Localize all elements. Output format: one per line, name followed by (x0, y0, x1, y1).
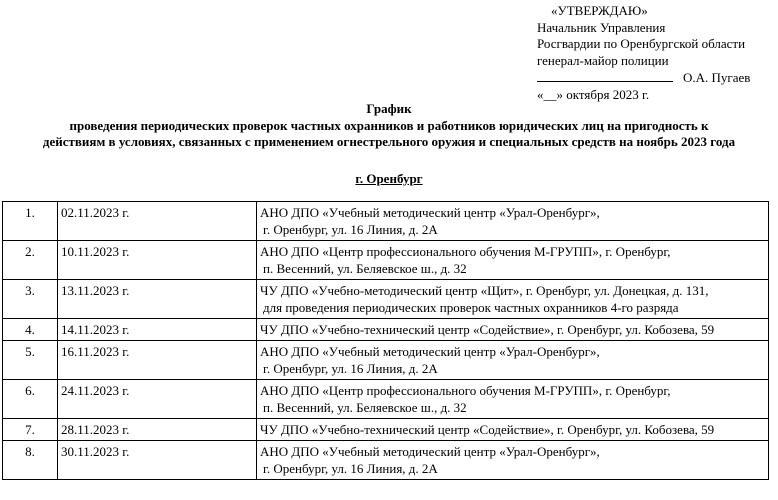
organization-name: ЧУ ДПО «Учебно-технический центр «Содействие», г. Оренбург, ул. Кобозева, 59 (260, 422, 715, 437)
table-row (3, 241, 769, 280)
row-organization (257, 280, 769, 319)
row-number: 7. (3, 419, 58, 441)
row-number: 8. (3, 441, 58, 480)
row-date: 14.11.2023 г. (58, 319, 257, 341)
organization-name: АНО ДПО «Учебный методический центр «Урал-Оренбург», (260, 205, 600, 220)
organization-name: ЧУ ДПО «Учебно-технический центр «Содействие», г. Оренбург, ул. Кобозева, 59 (260, 322, 715, 337)
row-organization (257, 241, 769, 280)
schedule-table (2, 201, 769, 480)
approval-signature-line (537, 69, 750, 87)
approval-signer: О.А. Пугаев (683, 70, 751, 85)
row-organization (257, 380, 769, 419)
row-number: 2. (3, 241, 58, 280)
organization-name: АНО ДПО «Центр профессионального обучения М-ГРУПП», г. Оренбург, (260, 244, 671, 259)
row-date: 02.11.2023 г. (58, 202, 257, 241)
table-row (3, 341, 769, 380)
row-organization (257, 419, 769, 441)
table-row (3, 441, 769, 480)
row-number: 6. (3, 380, 58, 419)
organization-name: АНО ДПО «Учебный методический центр «Урал-Оренбург», (260, 344, 600, 359)
approval-position: Начальник Управления (537, 19, 666, 35)
approval-block (537, 3, 750, 103)
approval-date: «__» октября 2023 г. (537, 86, 650, 102)
signature-blank (537, 69, 673, 82)
organization-address: п. Весенний, ул. Беляевское ш., д. 32 (263, 261, 467, 276)
approval-department: Росгвардии по Оренбургской области (537, 36, 746, 51)
table-row (3, 280, 769, 319)
organization-name: АНО ДПО «Центр профессионального обучения М-ГРУПП», г. Оренбург, (260, 383, 671, 398)
row-organization (257, 319, 769, 341)
row-date: 24.11.2023 г. (58, 380, 257, 419)
table-row (3, 202, 769, 241)
organization-address: п. Весенний, ул. Беляевское ш., д. 32 (263, 400, 467, 415)
approval-rank: генерал-майор полиции (537, 52, 669, 68)
table-row (3, 380, 769, 419)
row-date: 10.11.2023 г. (58, 241, 257, 280)
organization-address: для проведения периодических проверок частных охранников 4-го разряда (263, 300, 679, 315)
row-organization (257, 441, 769, 480)
document-title (0, 101, 778, 151)
row-number: 4. (3, 319, 58, 341)
row-number: 3. (3, 280, 58, 319)
row-date: 16.11.2023 г. (58, 341, 257, 380)
row-date: 13.11.2023 г. (58, 280, 257, 319)
organization-address: г. Оренбург, ул. 16 Линия, д. 2А (263, 361, 438, 376)
approval-heading: «УТВЕРЖДАЮ» (551, 3, 648, 18)
organization-address: г. Оренбург, ул. 16 Линия, д. 2А (263, 461, 438, 476)
row-date: 30.11.2023 г. (58, 441, 257, 480)
title-line-2: проведения периодических проверок частных охранников и работников юридических лиц на пригодность к (69, 117, 709, 133)
row-number: 1. (3, 202, 58, 241)
row-organization (257, 341, 769, 380)
table-row (3, 319, 769, 341)
organization-address: г. Оренбург, ул. 16 Линия, д. 2А (263, 222, 438, 237)
title-heading: График (366, 101, 412, 116)
table-row (3, 419, 769, 441)
city-heading (0, 171, 778, 187)
organization-name: АНО ДПО «Учебный методический центр «Урал-Оренбург», (260, 444, 600, 459)
city-label: г. Оренбург (355, 171, 423, 186)
organization-name: ЧУ ДПО «Учебно-методический центр «Щит», г. Оренбург, ул. Донецкая, д. 131, (260, 283, 709, 298)
row-date: 28.11.2023 г. (58, 419, 257, 441)
row-number: 5. (3, 341, 58, 380)
title-line-3: действиям в условиях, связанных с применением огнестрельного оружия и специальных средств на ноябрь 2023 года (42, 134, 736, 149)
row-organization (257, 202, 769, 241)
